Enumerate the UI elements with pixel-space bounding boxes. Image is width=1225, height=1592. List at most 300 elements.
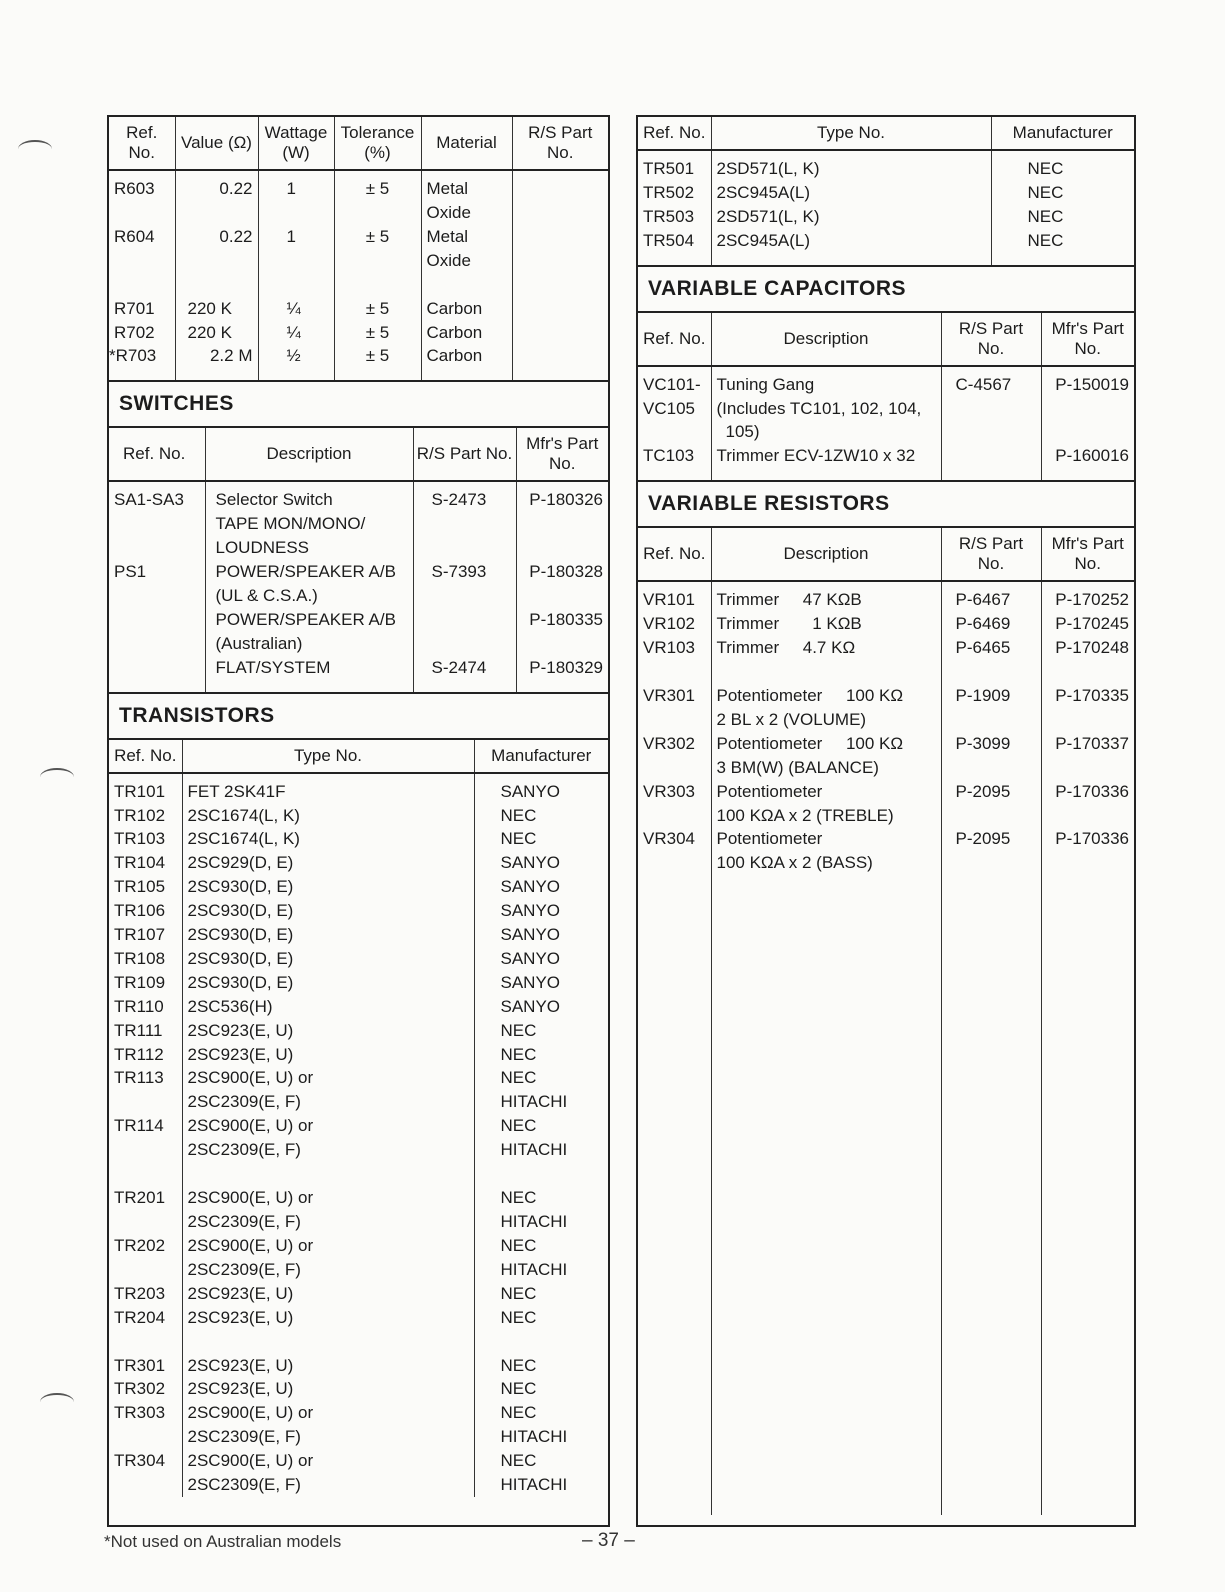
value-cell <box>175 249 258 273</box>
table-row <box>109 1377 608 1401</box>
description-cell: Potentiometer <box>711 827 941 851</box>
col-rs-part-no: R/S Part No. <box>941 528 1041 581</box>
table-row <box>109 1449 608 1473</box>
mfr-cell: P-180326 <box>529 490 603 510</box>
ref-cell: VR103 <box>638 636 711 660</box>
table-row <box>109 923 608 947</box>
table-filler-row <box>638 875 1134 1515</box>
mfr-cell: P-170335 <box>1055 685 1129 705</box>
manufacturer-cell: HITACHI <box>500 1212 568 1231</box>
manufacturer-cell: SANYO <box>500 901 561 921</box>
switches-title: SWITCHES <box>109 382 608 428</box>
rs-cell <box>512 344 608 381</box>
wattage-cell <box>258 201 334 225</box>
material-cell: Carbon <box>421 344 512 381</box>
description-cell: Potentiometer 100 KΩ <box>711 660 941 708</box>
rs-cell <box>413 512 516 536</box>
rs-cell <box>413 632 516 656</box>
col-ref-no: Ref. No. <box>109 117 175 170</box>
type-cell: 2SC2309(E, F) <box>182 1473 474 1497</box>
table-row <box>109 1258 608 1282</box>
rs-cell <box>413 536 516 560</box>
rs-cell: P-2095 <box>941 780 1041 804</box>
col-ref-no: Ref. No. <box>638 313 711 366</box>
transistors-table <box>109 740 608 1497</box>
ref-cell: R604 <box>109 225 175 249</box>
manufacturer-cell: SANYO <box>500 996 561 1016</box>
wattage-cell: ¼ <box>258 321 334 345</box>
table-row <box>109 851 608 875</box>
rs-cell: S-2474 <box>413 656 516 693</box>
table-row <box>638 851 1134 875</box>
ref-cell <box>109 201 175 225</box>
col-mfr-part-no: Mfr's Part No. <box>1041 528 1134 581</box>
mfr-cell: P-160016 <box>1041 444 1134 481</box>
tolerance-cell: ± 5 <box>334 170 421 201</box>
ref-cell: TR102 <box>109 804 182 828</box>
tolerance-cell <box>334 249 421 273</box>
ref-cell: VC105 <box>638 397 711 421</box>
rs-cell: P-1909 <box>941 660 1041 708</box>
rs-cell <box>941 756 1041 780</box>
col-ref-no: Ref. No. <box>109 428 205 481</box>
rs-cell <box>512 273 608 321</box>
manufacturer-cell: NEC <box>1027 182 1064 202</box>
type-cell: 2SC900(E, U) or <box>182 1449 474 1473</box>
ref-cell <box>638 804 711 828</box>
table-row <box>109 1066 608 1090</box>
wattage-cell: 1 <box>258 225 334 249</box>
mfr-cell <box>516 632 608 656</box>
table-row <box>638 636 1134 660</box>
table-row <box>638 150 1134 181</box>
type-cell: 2SC2309(E, F) <box>182 1425 474 1449</box>
ref-cell <box>109 584 205 608</box>
manufacturer-cell: SANYO <box>500 972 561 992</box>
table-row <box>109 560 608 584</box>
table-row <box>109 1114 608 1138</box>
ref-cell: TR103 <box>109 827 182 851</box>
mfr-cell <box>1041 804 1134 828</box>
material-cell: Carbon <box>421 321 512 345</box>
ref-cell: TR203 <box>109 1282 182 1306</box>
table-row <box>109 1162 608 1210</box>
table-row <box>109 804 608 828</box>
type-cell: 2SC1674(L, K) <box>182 804 474 828</box>
type-cell: 2SC2309(E, F) <box>182 1258 474 1282</box>
ref-cell: R702 <box>109 321 175 345</box>
ref-cell <box>109 536 205 560</box>
mfr-cell: P-170336 <box>1055 829 1129 849</box>
col-tolerance: Tolerance (%) <box>334 117 421 170</box>
table-row <box>109 608 608 632</box>
type-cell: 2SC900(E, U) or <box>182 1162 474 1210</box>
material-cell: Carbon <box>421 273 512 321</box>
manufacturer-cell: NEC <box>500 1116 537 1136</box>
description-cell: TAPE MON/MONO/ <box>205 512 413 536</box>
type-cell: 2SC923(E, U) <box>182 1377 474 1401</box>
description-cell: Tuning Gang <box>711 366 941 397</box>
table-row <box>109 1138 608 1162</box>
table-row <box>638 732 1134 756</box>
table-row <box>638 756 1134 780</box>
type-cell: 2SC2309(E, F) <box>182 1138 474 1162</box>
table-row <box>109 1043 608 1067</box>
ref-cell: TR101 <box>109 773 182 804</box>
page-number: – 37 – <box>582 1530 635 1551</box>
description-cell: Selector Switch <box>205 481 413 512</box>
ref-cell: PS1 <box>109 560 205 584</box>
table-row <box>109 1090 608 1114</box>
type-cell: 2SD571(L, K) <box>711 150 991 181</box>
type-cell: 2SD571(L, K) <box>711 205 991 229</box>
ref-cell: VC101- <box>638 366 711 397</box>
description-cell: 3 BM(W) (BALANCE) <box>711 756 941 780</box>
type-cell: 2SC930(D, E) <box>182 971 474 995</box>
mfr-cell <box>1041 756 1134 780</box>
table-row <box>109 827 608 851</box>
variable-resistors-table <box>638 528 1134 1515</box>
col-description: Description <box>711 313 941 366</box>
table-row <box>109 1210 608 1234</box>
manufacturer-cell: NEC <box>500 1044 537 1064</box>
right-parts-panel <box>636 115 1136 1527</box>
mfr-cell <box>1041 397 1134 421</box>
manufacturer-cell: HITACHI <box>500 1475 568 1495</box>
manufacturer-cell: NEC <box>500 805 537 825</box>
table-row <box>109 512 608 536</box>
footnote: *Not used on Australian models <box>104 1532 342 1551</box>
col-material: Material <box>421 117 512 170</box>
mfr-cell <box>516 536 608 560</box>
manufacturer-cell: HITACHI <box>500 1092 568 1112</box>
table-row <box>109 170 608 201</box>
ref-cell: TR104 <box>109 851 182 875</box>
table-row <box>638 708 1134 732</box>
table-row <box>109 1019 608 1043</box>
description-cell: (Includes TC101, 102, 104, <box>711 397 941 421</box>
ref-cell <box>638 756 711 780</box>
rs-cell <box>512 170 608 201</box>
table-row <box>109 249 608 273</box>
manufacturer-cell: NEC <box>991 229 1134 266</box>
mfr-cell <box>1041 851 1134 875</box>
table-row <box>109 1401 608 1425</box>
type-cell: 2SC930(D, E) <box>182 947 474 971</box>
mfr-cell: P-180328 <box>529 562 603 582</box>
table-row <box>109 1282 608 1306</box>
variable-capacitors-table <box>638 313 1134 483</box>
ref-cell: VR101 <box>638 581 711 612</box>
table-row <box>638 660 1134 708</box>
type-cell: 2SC900(E, U) or <box>182 1401 474 1425</box>
ref-cell: R701 <box>109 273 175 321</box>
value-cell: 0.22 <box>175 225 258 249</box>
ref-cell <box>109 608 205 632</box>
mfr-cell: P-170336 <box>1055 781 1129 801</box>
mfr-cell: P-170245 <box>1055 614 1129 634</box>
mfr-cell: P-180329 <box>516 656 608 693</box>
col-ref-no: Ref. No. <box>638 528 711 581</box>
description-cell: 100 KΩA x 2 (TREBLE) <box>711 804 941 828</box>
manufacturer-cell: NEC <box>500 1355 537 1375</box>
col-ref-no: Ref. No. <box>109 740 182 773</box>
col-mfr-part-no: Mfr's Part No. <box>1041 313 1134 366</box>
ref-cell: TR112 <box>109 1043 182 1067</box>
table-row <box>109 875 608 899</box>
tolerance-cell: ± 5 <box>334 321 421 345</box>
table-row <box>638 612 1134 636</box>
manufacturer-cell: SANYO <box>500 853 561 873</box>
transistors-title: TRANSISTORS <box>109 694 608 740</box>
type-cell: 2SC929(D, E) <box>182 851 474 875</box>
col-type-no: Type No. <box>182 740 474 773</box>
ref-cell: TR301 <box>109 1330 182 1378</box>
description-cell: 100 KΩA x 2 (BASS) <box>711 851 941 875</box>
manufacturer-cell: NEC <box>1027 206 1064 226</box>
tolerance-cell: ± 5 <box>334 225 421 249</box>
table-row <box>109 321 608 345</box>
col-rs-part-no: R/S Part No. <box>941 313 1041 366</box>
transistors-right-table <box>638 117 1134 267</box>
material-cell: Metal <box>421 170 512 201</box>
binder-hole-mark <box>40 1393 74 1411</box>
ref-cell: TR109 <box>109 971 182 995</box>
table-row <box>109 632 608 656</box>
type-cell: FET 2SK41F <box>182 773 474 804</box>
type-cell: 2SC2309(E, F) <box>182 1090 474 1114</box>
ref-cell: TR503 <box>638 205 711 229</box>
mfr-cell <box>1041 708 1134 732</box>
ref-cell: VR102 <box>638 612 711 636</box>
table-row <box>109 201 608 225</box>
type-cell: 2SC923(E, U) <box>182 1306 474 1330</box>
table-row <box>109 1425 608 1449</box>
manufacturer-cell: SANYO <box>500 781 561 801</box>
table-row <box>109 225 608 249</box>
rs-cell: S-7393 <box>413 560 516 584</box>
rs-cell <box>512 225 608 249</box>
rs-cell: P-2095 <box>941 827 1041 851</box>
type-cell: 2SC930(D, E) <box>182 899 474 923</box>
rs-cell <box>941 851 1041 875</box>
ref-cell: VR304 <box>638 827 711 851</box>
table-row <box>109 1234 608 1258</box>
manufacturer-cell: NEC <box>500 1307 537 1327</box>
col-description: Description <box>205 428 413 481</box>
description-cell: (Australian) <box>205 632 413 656</box>
binder-hole-mark <box>18 140 52 158</box>
ref-cell: TR202 <box>109 1234 182 1258</box>
table-row <box>638 444 1134 481</box>
col-rs-part-no: R/S Part No. <box>512 117 608 170</box>
type-cell: 2SC536(H) <box>182 995 474 1019</box>
col-type-no: Type No. <box>711 117 991 150</box>
table-row <box>638 181 1134 205</box>
description-cell: POWER/SPEAKER A/B <box>205 560 413 584</box>
rs-cell <box>512 321 608 345</box>
manufacturer-cell: SANYO <box>500 948 561 968</box>
manufacturer-cell: NEC <box>500 1451 537 1471</box>
wattage-cell <box>258 249 334 273</box>
mfr-cell: P-170337 <box>1055 733 1129 753</box>
ref-cell <box>109 1210 182 1234</box>
type-cell: 2SC923(E, U) <box>182 1019 474 1043</box>
ref-cell <box>109 512 205 536</box>
tolerance-cell: ± 5 <box>334 344 421 381</box>
ref-cell <box>109 1090 182 1114</box>
table-row <box>109 947 608 971</box>
ref-cell: TR501 <box>638 150 711 181</box>
manufacturer-cell: HITACHI <box>500 1259 568 1279</box>
ref-cell: SA1-SA3 <box>109 481 205 512</box>
rs-cell <box>512 201 608 225</box>
table-row <box>109 1306 608 1330</box>
ref-cell <box>109 632 205 656</box>
type-cell: 2SC930(D, E) <box>182 923 474 947</box>
mfr-cell <box>516 512 608 536</box>
rs-cell: P-6465 <box>941 636 1041 660</box>
rs-cell <box>941 708 1041 732</box>
material-cell: Metal <box>421 225 512 249</box>
ref-cell <box>638 851 711 875</box>
ref-cell: TR107 <box>109 923 182 947</box>
col-mfr-part-no: Mfr's Part No. <box>516 428 608 481</box>
variable-resistors-title: VARIABLE RESISTORS <box>638 482 1134 528</box>
table-row <box>638 229 1134 266</box>
type-cell: 2SC900(E, U) or <box>182 1066 474 1090</box>
wattage-cell: ¼ <box>258 273 334 321</box>
table-row <box>109 273 608 321</box>
tolerance-cell: ± 5 <box>334 273 421 321</box>
description-cell: 2 BL x 2 (VOLUME) <box>711 708 941 732</box>
ref-cell: TR204 <box>109 1306 182 1330</box>
table-row <box>638 397 1134 421</box>
wattage-cell: ½ <box>258 344 334 381</box>
tolerance-cell <box>334 201 421 225</box>
table-row <box>638 827 1134 851</box>
table-row <box>638 581 1134 612</box>
table-row <box>109 995 608 1019</box>
table-row <box>638 780 1134 804</box>
description-cell: Potentiometer <box>711 780 941 804</box>
table-row <box>109 344 608 381</box>
rs-cell: P-6467 <box>941 581 1041 612</box>
ref-cell: TR201 <box>109 1162 182 1210</box>
description-cell: FLAT/SYSTEM <box>205 656 413 693</box>
material-cell: Oxide <box>421 249 512 273</box>
ref-cell: TR105 <box>109 875 182 899</box>
manufacturer-cell: NEC <box>500 829 537 849</box>
rs-cell <box>413 608 516 632</box>
manufacturer-cell: NEC <box>500 1403 537 1423</box>
ref-cell: TR110 <box>109 995 182 1019</box>
manufacturer-cell: NEC <box>500 1379 537 1399</box>
description-cell: Trimmer 4.7 KΩ <box>711 636 941 660</box>
ref-cell <box>109 249 175 273</box>
table-row <box>109 656 608 693</box>
col-value: Value (Ω) <box>175 117 258 170</box>
mfr-cell: P-170248 <box>1055 638 1129 658</box>
ref-cell <box>109 1258 182 1282</box>
ref-cell: TR504 <box>638 229 711 266</box>
ref-cell: TR111 <box>109 1019 182 1043</box>
table-row <box>638 804 1134 828</box>
manufacturer-cell: HITACHI <box>500 1140 568 1160</box>
ref-cell <box>109 656 205 693</box>
switches-table <box>109 428 608 693</box>
table-row <box>109 1473 608 1497</box>
table-row <box>109 1330 608 1378</box>
description-cell: (UL & C.S.A.) <box>205 584 413 608</box>
table-row <box>109 899 608 923</box>
ref-cell: TR304 <box>109 1449 182 1473</box>
ref-cell: TR113 <box>109 1066 182 1090</box>
type-cell: 2SC900(E, U) or <box>182 1114 474 1138</box>
rs-cell <box>941 804 1041 828</box>
wattage-cell: 1 <box>258 170 334 201</box>
type-cell: 2SC2309(E, F) <box>182 1210 474 1234</box>
col-rs-part-no: R/S Part No. <box>413 428 516 481</box>
mfr-cell <box>1041 420 1134 444</box>
type-cell: 2SC923(E, U) <box>182 1330 474 1378</box>
manufacturer-cell: NEC <box>500 1283 537 1303</box>
rs-cell <box>941 397 1041 421</box>
table-row <box>109 773 608 804</box>
ref-cell: *R703 <box>109 344 175 381</box>
description-cell: LOUDNESS <box>205 536 413 560</box>
ref-cell: TR302 <box>109 1377 182 1401</box>
manufacturer-cell: NEC <box>500 1020 537 1040</box>
resistors-table <box>109 117 608 382</box>
value-cell: 220 K <box>175 321 258 345</box>
rs-cell: C-4567 <box>941 366 1041 397</box>
table-row <box>638 420 1134 444</box>
type-cell: 2SC945A(L) <box>711 181 991 205</box>
table-row <box>109 536 608 560</box>
table-row <box>109 584 608 608</box>
description-cell: Potentiometer 100 KΩ <box>711 732 941 756</box>
rs-cell: S-2473 <box>413 481 516 512</box>
manufacturer-cell: NEC <box>500 1188 537 1208</box>
rs-cell <box>512 249 608 273</box>
mfr-cell: P-150019 <box>1055 374 1129 394</box>
ref-cell: TR108 <box>109 947 182 971</box>
ref-cell <box>109 1473 182 1497</box>
ref-cell: TC103 <box>638 444 711 481</box>
mfr-cell: P-170252 <box>1055 590 1129 610</box>
ref-cell: VR302 <box>638 732 711 756</box>
rs-cell <box>413 584 516 608</box>
description-cell: Trimmer ECV-1ZW10 x 32 <box>711 444 941 481</box>
ref-cell: VR301 <box>638 660 711 708</box>
description-cell: POWER/SPEAKER A/B <box>205 608 413 632</box>
ref-cell: TR114 <box>109 1114 182 1138</box>
description-cell: Trimmer 1 KΩB <box>711 612 941 636</box>
type-cell: 2SC930(D, E) <box>182 875 474 899</box>
type-cell: 2SC923(E, U) <box>182 1043 474 1067</box>
manufacturer-cell: HITACHI <box>500 1427 568 1447</box>
value-cell <box>175 201 258 225</box>
col-manufacturer: Manufacturer <box>991 117 1134 150</box>
manufacturer-cell: SANYO <box>500 925 561 945</box>
description-cell: 105) <box>711 420 941 444</box>
type-cell: 2SC923(E, U) <box>182 1282 474 1306</box>
table-row <box>109 481 608 512</box>
mfr-cell <box>516 584 608 608</box>
ref-cell: TR502 <box>638 181 711 205</box>
rs-cell: P-3099 <box>941 732 1041 756</box>
